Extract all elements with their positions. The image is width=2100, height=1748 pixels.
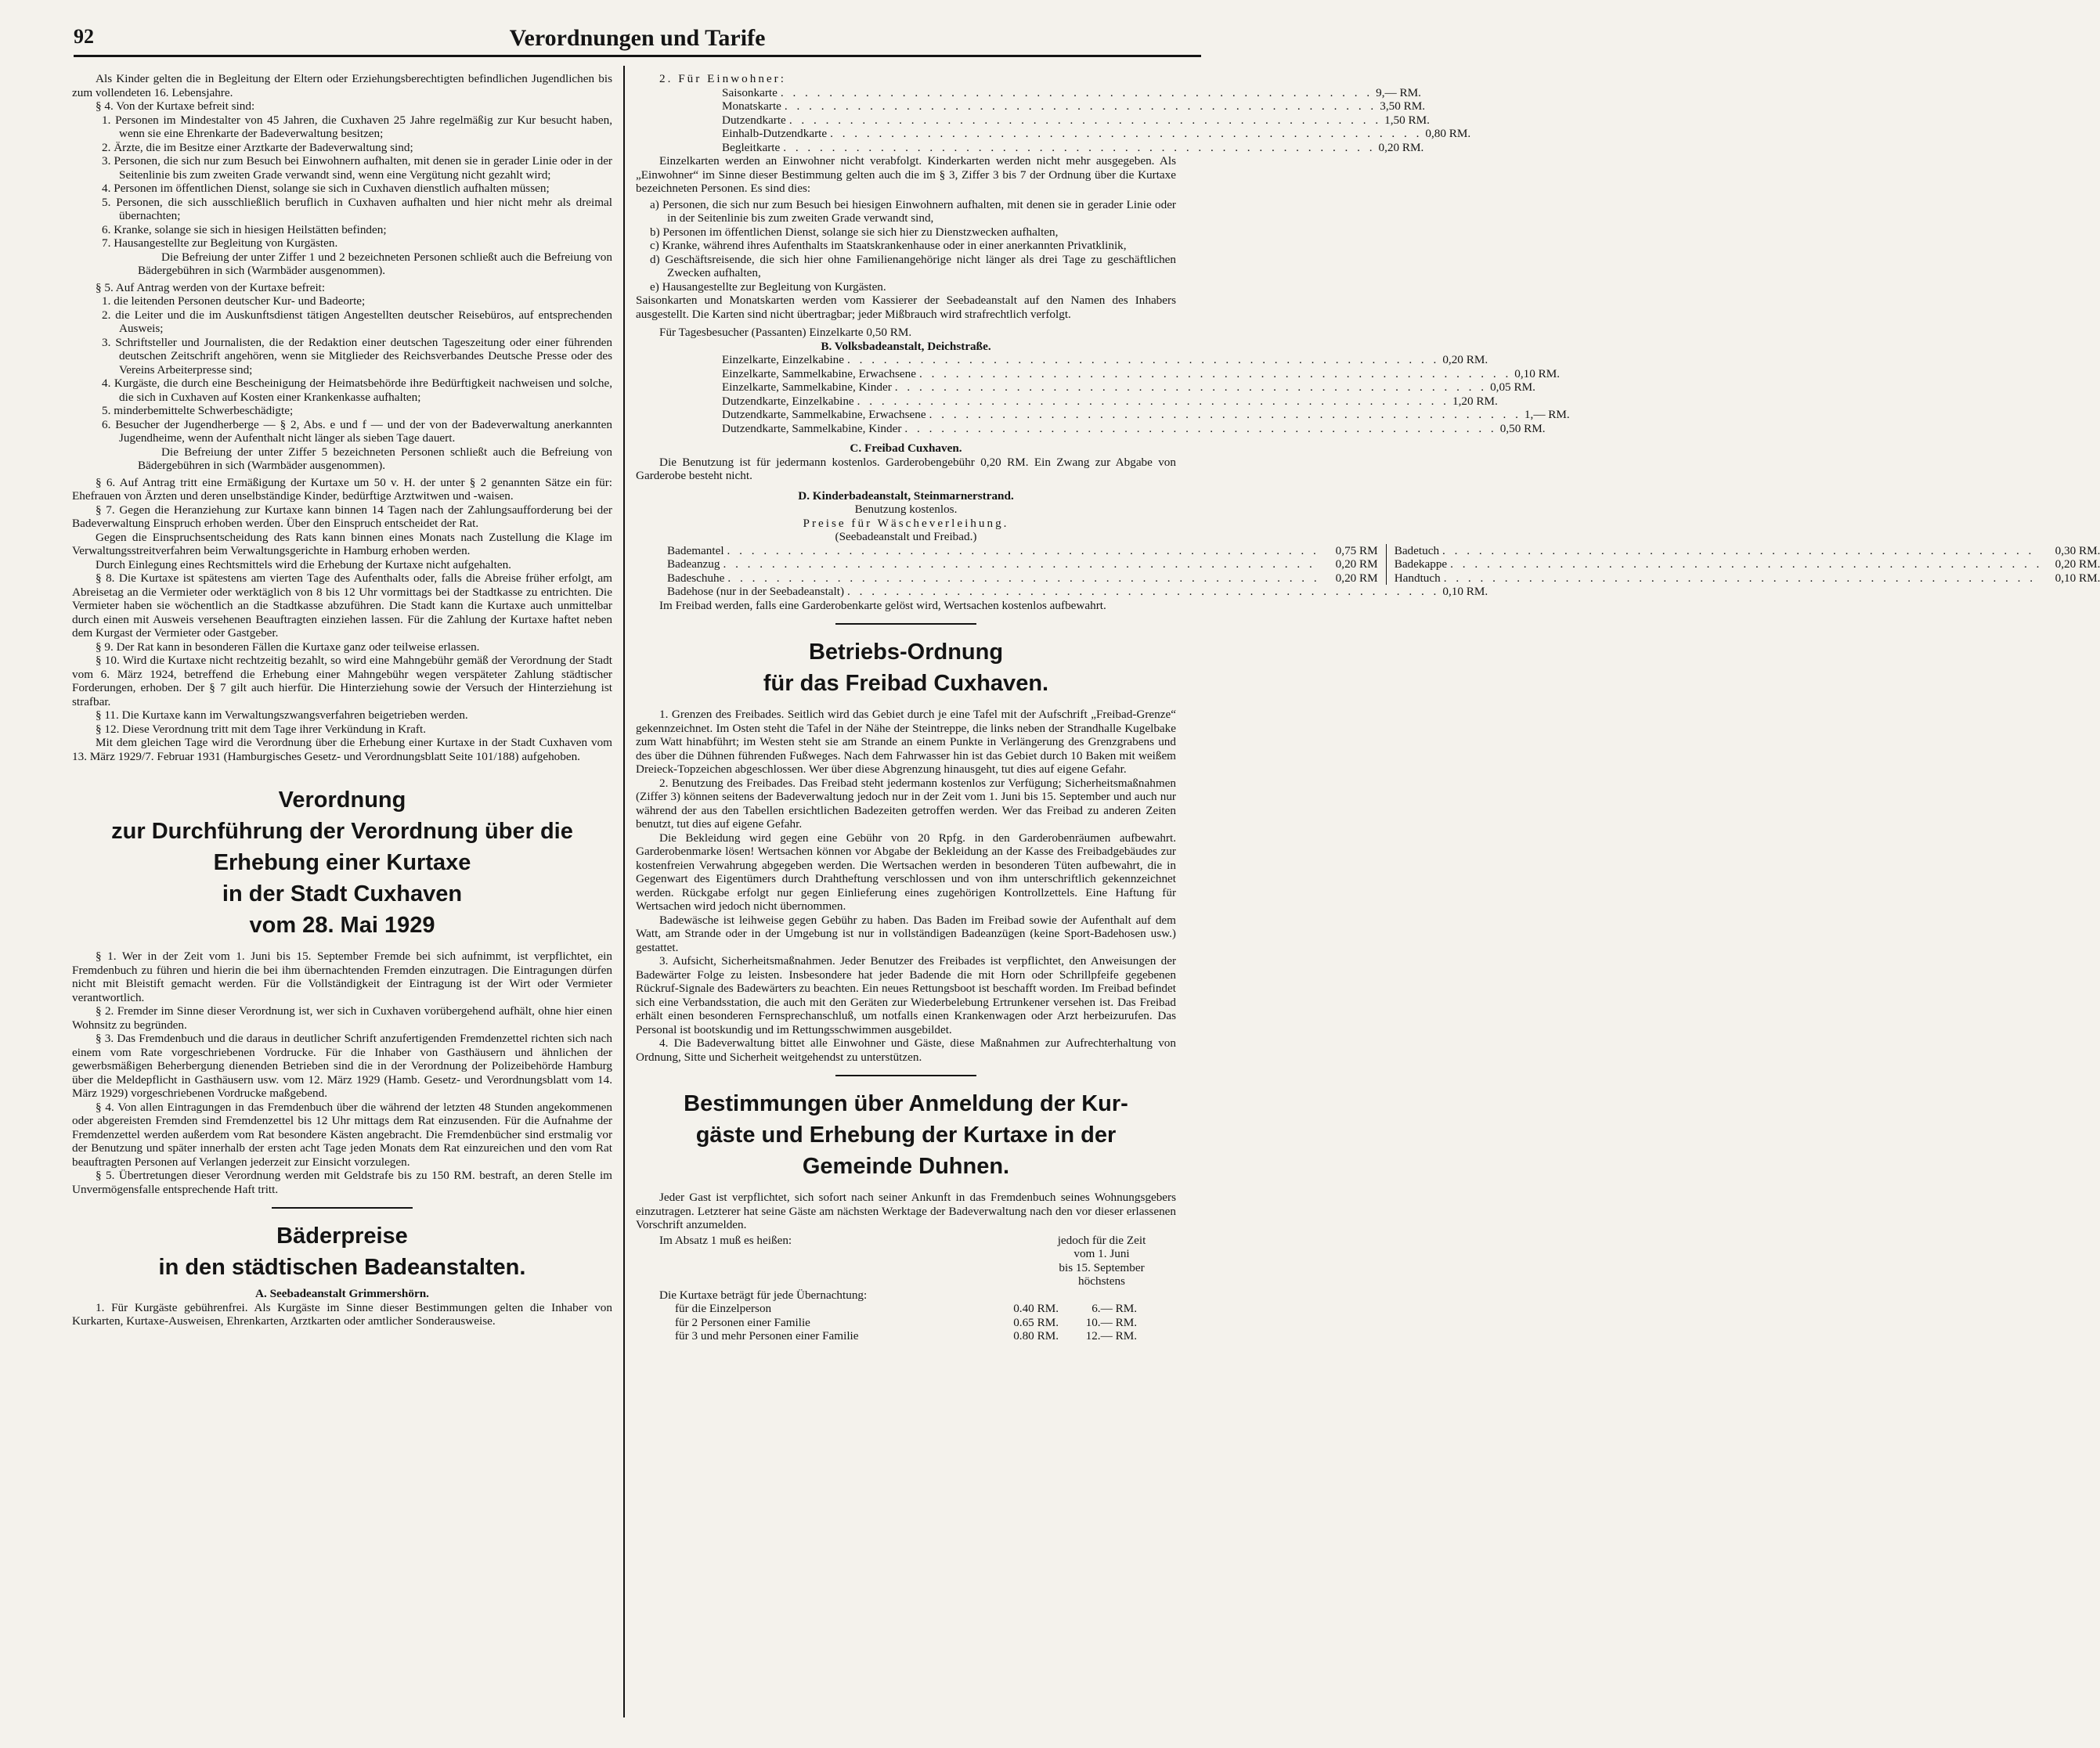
fee-season-max: 12.— RM.: [1085, 1329, 1137, 1343]
list-item: e) Hausangestellte zur Begleitung von Kurgästen.: [650, 279, 886, 294]
paragraph: § 7. Gegen die Heranziehung zur Kurtaxe kann binnen 14 Tagen nach der Zahlungsaufforderung bei der Badeverwaltung Einspruch erhoben werden. Über den Einspruch entscheidet der Rat.: [72, 503, 612, 530]
residents-price-list: [722, 85, 1471, 155]
list-item: 3. Schriftsteller und Journalisten, die der Redaktion einer deutschen Tageszeitung oder einer führenden deutschen Zeitschrift angehören, wenn sie Mitglieder des Reichsverbandes Deutsche Presse oder des Vereins Arbeiterpresse sind;: [102, 335, 612, 377]
price-label: Einzelkarte, Einzelkabine: [722, 353, 845, 366]
price-label: Badeanzug: [667, 557, 720, 571]
fee-row: [675, 1316, 1137, 1330]
paragraph: Durch Einlegung eines Rechtsmittels wird die Erhebung der Kurtaxe nicht aufgehalten.: [96, 557, 511, 571]
price-label: Dutzendkarte, Sammelkabine, Kinder: [722, 421, 902, 435]
price-row: [722, 113, 1430, 128]
paragraph: Badewäsche ist leihweise gegen Gebühr zu haben. Das Baden im Freibad sowie der Aufenthalt auf dem Watt, am Strande oder in der Umgebung ist nur in vollständigen Badeanzügen (keine Sport-Badehosen usw.) gestattet.: [636, 913, 1176, 954]
price-value: 0,20 RM: [1335, 557, 1378, 571]
fee-row: [675, 1329, 1137, 1343]
bath-section-a-heading: A. Seebadeanstalt Grimmershörn.: [255, 1287, 429, 1300]
page-header: [74, 23, 1201, 57]
fee-label: für die Einzelperson: [675, 1302, 772, 1315]
price-value: 1,— RM.: [1524, 408, 1570, 421]
section-4-note: Die Befreiung der unter Ziffer 1 und 2 bezeichneten Personen schließt auch die Befreiung von Bädergebühren in sich (Warmbäder ausgenommen).: [138, 250, 612, 277]
price-label: Dutzendkarte, Einzelkabine: [722, 394, 854, 408]
bath-section-d-heading: D. Kinderbadeanstalt, Steinmarnerstrand.: [798, 488, 1014, 503]
price-value: 3,50 RM.: [1380, 99, 1426, 113]
leader-dots: [1444, 571, 2043, 586]
leader-dots: [781, 86, 1373, 100]
fee-row: [675, 1302, 1137, 1316]
paragraph-one-note: Im Absatz 1 muß es heißen:: [659, 1233, 792, 1247]
fee-per-night: 0.65 RM.: [1013, 1315, 1059, 1329]
ordinance-paragraphs: [72, 476, 612, 764]
bath-section-d-sub2: Preise für Wäscheverleihung.: [803, 516, 1009, 530]
list-item: 2. Ärzte, die im Besitze einer Arztkarte der Badeverwaltung sind;: [102, 140, 413, 154]
leader-dots: [830, 127, 1422, 141]
price-row: [667, 557, 1378, 571]
list-item: 4. Personen im öffentlichen Dienst, solange sie sich in Cuxhaven dienstlich aufhalten müssen;: [102, 182, 550, 195]
fee-table-header: [636, 1234, 1176, 1288]
list-item: b) Personen im öffentlichen Dienst, solange sie sich hier zu Dienstzwecken aufhalten,: [650, 225, 1059, 239]
paragraph: 4. Die Badeverwaltung bittet alle Einwohner und Gäste, diese Maßnahmen zur Aufrechterhaltung von Ordnung, Sitte und Sicherheit weitgehendst zu unterstützen.: [636, 1036, 1176, 1064]
leader-dots: [919, 367, 1511, 381]
fee-label: für 2 Personen einer Familie: [675, 1315, 810, 1329]
paragraph: Die Bekleidung wird gegen eine Gebühr von 20 Rpfg. in den Garderobenräumen aufbewahrt. Garderobenmarke lösen! Wertsachen können vor Abgabe der Bekleidung an der Kasse des Freibadgebäudes zur kostenfreien Verwahrung abgegeben werden. Die Wertsachen werden in besonderen Tüten aufbewahrt, die in Gegenwart des Eigentümers durch Drahtheftung verschlossen und von ihm unterschriftlich gekennzeichnet werden. Rückgabe erfolgt nur gegen Einlieferung eines zugehörigen Kontrollzettels. Eine Haftung für Wertsachen wird jedoch nicht übernommen.: [636, 831, 1176, 913]
page-title: Verordnungen und Tarife: [509, 25, 766, 51]
residents-note: Saisonkarten und Monatskarten werden vom Kassierer der Seebadeanstalt auf den Namen des Inhabers ausgestellt. Die Karten sind nicht übertragbar; jeder Mißbrauch wird strafrechtlich verfolgt.: [636, 294, 1176, 321]
price-value: 0,10 RM.: [2055, 571, 2100, 585]
price-label: Einzelkarte, Sammelkabine, Erwachsene: [722, 366, 916, 380]
fee-season-max: 10.— RM.: [1085, 1315, 1137, 1329]
page-number: 92: [74, 25, 94, 48]
column-header-line: höchstens: [1078, 1274, 1125, 1288]
price-row: [722, 353, 1488, 367]
fee-table: [675, 1302, 1137, 1343]
list-item: 7. Hausangestellte zur Begleitung von Kurgästen.: [102, 236, 338, 250]
price-row: [667, 544, 1378, 558]
column-header-line: jedoch für die Zeit: [1057, 1233, 1146, 1247]
paragraph: Mit dem gleichen Tage wird die Verordnung über die Erhebung einer Kurtaxe in der Stadt Cuxhaven vom 13. März 1929/7. Februar 1931 (Hamburgisches Gesetz- und Verordnungsblatt Seite 101/188) aufgehoben.: [72, 736, 612, 763]
list-item: 3. Personen, die sich nur zum Besuch bei Einwohnern aufhalten, mit denen sie in gerader Linie oder in der Seitenlinie bis zum zweiten Grade verwandt sind, wenn eine Vergütung nicht gezahlt wird;: [102, 154, 612, 182]
paragraph: 1. Grenzen des Freibades. Seitlich wird das Gebiet durch je eine Tafel mit der Aufschrift „Freibad-Grenze“ gekennzeichnet. Im Osten steht die Tafel in der Nähe der Steintreppe, die links neben der Strandhalle Kugelbake zum Watt hinabführt; im Westen steht sie am Strande an einem Punkte in Verlängerung des Grenzgrabens und des über die Dühnen führenden Fußweges. Nach dem Fahrwasser hin ist das Gebiet durch 10 Baken mit weißem Dreieck-Topzeichen abgeschlossen. Wer über diese Abgrenzung hinausgeht, tut dies auf eigene Gefahr.: [636, 708, 1176, 776]
leader-dots: [904, 422, 1496, 436]
registration-rules-title: [636, 1089, 1176, 1181]
paragraph: § 4. Von allen Eintragungen in das Fremdenbuch über die während der letzten 48 Stunden angekommenen oder abgereisten Fremden sind Fremdenzettel bis 12 Uhr mittags dem Rat einzusenden. Für die Aufnahme der Fremdenzettel werden außerdem vom Rat besondere Kästen angebracht. Die Fremdenbücher sind erstmalig vor der Benutzung und später innerhalb der ersten acht Tage jeden Monats dem Rat einzureichen und den vom Rat beauftragten Personen auf Verlangen jederzeit zur Einsicht vorzulegen.: [72, 1100, 612, 1169]
price-value: 1,20 RM.: [1452, 394, 1498, 408]
list-item: 5. minderbemittelte Schwerbeschädigte;: [102, 404, 294, 417]
price-row: [722, 127, 1471, 141]
price-row: [722, 380, 1535, 395]
price-label: Badeschuhe: [667, 571, 725, 585]
column-header-line: bis 15. September: [1059, 1260, 1145, 1274]
leader-dots: [783, 141, 1375, 155]
price-value: 0,10 RM.: [1514, 366, 1561, 380]
leader-dots: [723, 557, 1319, 571]
price-value: 9,— RM.: [1376, 85, 1421, 99]
section-4-heading: § 4. Von der Kurtaxe befreit sind:: [96, 99, 255, 113]
price-row: [722, 421, 1546, 436]
price-row: [722, 85, 1421, 100]
heading-line: in der Stadt Cuxhaven: [222, 881, 463, 906]
residents-text: Einzelkarten werden an Einwohner nicht verabfolgt. Kinderkarten werden nicht mehr ausgegeben. Als „Einwohner“ im Sinne dieser Bestimmung gelten auch die im § 3, Ziffer 3 bis 7 der Ordnung über die Kurtaxe bezeichneten Personen. Es sind dies:: [636, 154, 1176, 195]
heading-line: Betriebs-Ordnung: [808, 640, 1004, 665]
heading-line: Gemeinde Duhnen.: [802, 1154, 1010, 1179]
fee-table-heading: Die Kurtaxe beträgt für jede Übernachtung:: [659, 1288, 868, 1302]
list-item: c) Kranke, während ihres Aufenthalts im Staatskrankenhause oder in einer anerkannten Privatklinik,: [650, 239, 1127, 252]
price-row: [1395, 571, 2100, 586]
fee-season-max: 6.— RM.: [1091, 1302, 1137, 1315]
paragraph: § 9. Der Rat kann in besonderen Fällen die Kurtaxe ganz oder teilweise erlassen.: [96, 640, 480, 654]
price-label: Dutzendkarte, Sammelkabine, Erwachsene: [722, 408, 926, 421]
price-value: 0,05 RM.: [1490, 380, 1535, 394]
section-4-list: [72, 114, 612, 250]
price-row: [667, 571, 1378, 586]
leader-dots: [789, 114, 1381, 128]
list-item: a) Personen, die sich nur zum Besuch bei hiesigen Einwohnern aufhalten, mit denen sie in gerader Linie oder in der Seitenlinie bis zum zweiten Grade verwandt sind,: [650, 197, 1176, 225]
left-column: [72, 72, 612, 1328]
bath-section-a-text: 1. Für Kurgäste gebührenfrei. Als Kurgäste im Sinne dieser Bestimmungen gelten die Inhaber von Kurkarten, Kurtaxe-Ausweisen, Ehrenkarten, Arztkarten oder amtlicher Sonderausweise.: [72, 1300, 612, 1328]
heading-line: zur Durchführung der Verordnung über die: [111, 819, 573, 844]
linen-prices-right: [1387, 544, 2100, 586]
leader-dots: [895, 380, 1487, 395]
section-divider: [835, 1075, 976, 1076]
price-value: 0,20 RM.: [1378, 140, 1424, 154]
section-divider: [835, 623, 976, 625]
paragraph: § 8. Die Kurtaxe ist spätestens am vierten Tage des Aufenthalts oder, falls die Abreise früher erfolgt, am Abreisetag an die Vermieter oder werktäglich von 8 bis 12 Uhr vormittags bei der Stadtkasse zu entrichten. Die Vermieter haben sie wöchentlich an die Stadtkasse abzuführen. Die Stadt kann die Kurtaxe auch unmittelbar durch einen mit Ausweis versehenen Beauftragten einziehen lassen. Für die Zahlung der Kurtaxe haftet neben dem Kurgast der Vermieter oder Gastgeber.: [72, 571, 612, 640]
section-divider: [272, 1207, 413, 1209]
list-item: 4. Kurgäste, die durch eine Bescheinigung der Heimatsbehörde ihre Bedürftigkeit nachweisen und solche, die sich in Cuxhaven auf Kosten einer Krankenkasse aufhalten;: [102, 377, 612, 404]
heading-line: in den städtischen Badeanstalten.: [158, 1255, 526, 1280]
price-label: Einzelkarte, Sammelkabine, Kinder: [722, 380, 892, 394]
price-value: 0,20 RM.: [2055, 557, 2100, 571]
heading-line: Bestimmungen über Anmeldung der Kur-: [684, 1091, 1128, 1116]
leader-dots: [727, 544, 1320, 558]
registration-text: Jeder Gast ist verpflichtet, sich sofort nach seiner Ankunft in das Fremdenbuch seines Wohnungsgebers einzutragen. Letzterer hat seine Gäste am nächsten Werktage der Badeverwaltung nach den vor dieser erlassenen Vorschrift anzumelden.: [636, 1191, 1176, 1231]
paragraph: § 11. Die Kurtaxe kann im Verwaltungszwangsverfahren beigetrieben werden.: [96, 708, 468, 722]
residents-list: [636, 198, 1176, 294]
paragraph: § 6. Auf Antrag tritt eine Ermäßigung der Kurtaxe um 50 v. H. der unter § 2 genannten Sätze ein für: Ehefrauen von Ärzten und deren unselbständige Kinder, bedürftige Arztwitwen und -waisen.: [72, 475, 612, 503]
price-label: Begleitkarte: [722, 140, 781, 154]
price-value: 0,75 RM: [1335, 543, 1378, 557]
heading-line: Erhebung einer Kurtaxe: [213, 850, 471, 875]
price-row: [722, 140, 1424, 155]
leader-dots: [1450, 557, 2042, 571]
bath-prices-title: [72, 1221, 612, 1282]
price-row: [722, 394, 1498, 409]
paragraph: § 5. Übertretungen dieser Verordnung werden mit Geldstrafe bis zu 150 RM. bestraft, an deren Stelle im Unvermögensfalle entsprechende Haft tritt.: [72, 1169, 612, 1196]
price-value: 0,80 RM.: [1425, 127, 1471, 140]
paragraph: § 12. Diese Verordnung tritt mit dem Tage ihrer Verkündung in Kraft.: [96, 722, 426, 736]
leader-dots: [857, 395, 1449, 409]
price-label: Badetuch: [1394, 543, 1440, 557]
right-column: [636, 72, 2100, 1343]
price-label: Dutzendkarte: [722, 113, 786, 127]
swim-trunks-price: Badehose (nur in der Seebadeanstalt) . . . 0,10 RM.: [667, 585, 1106, 599]
paragraph: § 10. Wird die Kurtaxe nicht rechtzeitig bezahlt, so wird eine Mahngebühr gemäß der Verordnung der Stadt vom 6. März 1924, betreffend die Erhebung einer Mahngebühr wegen verspäteter Zahlung städtischer Forderungen, erhoben. Der § 7 gilt auch hierfür. Die Hinterziehung sowie der Versuch der Hinterziehung ist strafbar.: [72, 654, 612, 708]
paragraph: § 3. Das Fremdenbuch und die daraus in deutlicher Schrift anzufertigenden Fremdenzettel richten sich nach einem vom Rate vorgeschriebenen Vordrucke. Für die Inhaber von Gasthäusern und ähnlichen der gewerbsmäßigen Beherbergung dienenden Betrieben sind die in der Verordnung der Polizeibehörde Hamburg über die Meldepflicht in Gasthäusern usw. vom 12. März 1929 (Hamb. Gesetz- und Verordnungsblatt vom 14. März 1929) vorgeschriebenen Vordrucke maßgebend.: [72, 1032, 612, 1100]
price-row: [722, 366, 1561, 381]
price-label: Handtuch: [1394, 571, 1441, 585]
price-label: Badekappe: [1394, 557, 1448, 571]
paragraph: 2. Benutzung des Freibades. Das Freibad steht jedermann kostenlos zur Verfügung; Sicherheitsmaßnahmen (Ziffer 3) können seitens der Badeverwaltung jedoch nur in der Zeit vom 1. Juni bis 15. September und auch nur während der aus den Tabellen ersichtlichen Badezeiten getroffen werden. Wer das Freibad zu anderen Zeiten benutzt, tut dies auf eigene Gefahr.: [636, 776, 1176, 831]
price-label: Saisonkarte: [722, 85, 778, 99]
leader-dots: [727, 571, 1319, 586]
price-row: [722, 99, 1426, 114]
leader-dots: [847, 353, 1439, 367]
price-value: 1,50 RM.: [1384, 113, 1430, 127]
operating-rules-title: [636, 637, 1176, 698]
leader-dots: [785, 99, 1377, 114]
price-value: 0,20 RM: [1335, 571, 1378, 585]
list-item: 5. Personen, die sich ausschließlich beruflich in Cuxhaven aufhalten und hier nicht mehr als dreimal übernachten;: [102, 195, 612, 222]
price-row: [722, 408, 1570, 422]
price-row: [1395, 544, 2100, 558]
paragraph: § 2. Fremder im Sinne dieser Verordnung ist, wer sich in Cuxhaven vorübergehend aufhält, ohne hier einen Wohnsitz zu begründen.: [72, 1004, 612, 1032]
linen-prices-left: [667, 544, 1387, 586]
paragraph: § 1. Wer in der Zeit vom 1. Juni bis 15. September Fremde bei sich aufnimmt, ist verpflichtet, ein Fremdenbuch zu führen und hierin die bei ihm übernachtenden Fremden einzutragen. Die Eintragungen dürfen nicht mit Bleistift gemacht werden. Für die Vollständigkeit der Eintragung ist der Wirt oder Vermieter verantwortlich.: [72, 950, 612, 1004]
list-item: 2. die Leiter und die im Auskunftsdienst tätigen Angestellten deutscher Reisebüros, auf entsprechenden Ausweis;: [102, 308, 612, 335]
heading-line: gäste und Erhebung der Kurtaxe in der: [695, 1123, 1117, 1148]
bath-section-c-heading: C. Freibad Cuxhaven.: [850, 442, 962, 455]
residents-heading: 2. Für Einwohner:: [659, 72, 786, 85]
bath-section-d-sub: Benutzung kostenlos.: [854, 503, 958, 516]
paragraph: Gegen die Einspruchsentscheidung des Rats kann binnen eines Monats nach Zustellung die Klage im Verwaltungsstreitverfahren beim Verwaltungsgerichte in Hamburg erhoben werden.: [72, 530, 612, 557]
heading-line: vom 28. Mai 1929: [249, 913, 435, 938]
column-divider: [623, 66, 625, 1717]
price-label: Monatskarte: [722, 99, 781, 113]
heading-line: Bäderpreise: [276, 1224, 408, 1249]
section-5-heading: § 5. Auf Antrag werden von der Kurtaxe befreit:: [96, 280, 326, 294]
linen-price-table: [667, 543, 2100, 586]
list-item: 6. Besucher der Jugendherberge — § 2, Abs. e und f — und der von der Badeverwaltung anerkannten Jugendheime, wenn der Aufenthalt nicht länger als sieben Tage dauert.: [102, 417, 612, 445]
fee-per-night: 0.80 RM.: [1013, 1329, 1059, 1343]
bath-section-c-text: Die Benutzung ist für jedermann kostenlos. Garderobengebühr 0,20 RM. Ein Zwang zur Abgabe von Garderobe besteht nicht.: [636, 455, 1176, 482]
column-header-line: vom 1. Juni: [1073, 1247, 1130, 1260]
price-value: 0,20 RM.: [1442, 353, 1488, 366]
price-value: 0,50 RM.: [1499, 421, 1546, 435]
day-visitors-price: Für Tagesbesucher (Passanten) Einzelkarte 0,50 RM.: [659, 326, 912, 339]
leader-dots: [1442, 544, 2042, 558]
price-value: 0,30 RM.: [2055, 543, 2100, 557]
section-5-list: [72, 294, 612, 445]
price-label: Einhalb-Dutzendkarte: [722, 127, 828, 140]
bath-section-d-note: Im Freibad werden, falls eine Garderobenkarte gelöst wird, Wertsachen kostenlos aufbewahrt.: [659, 598, 1106, 612]
operating-rules-paragraphs: [636, 708, 1176, 1064]
implementation-ordinance-title: [72, 785, 612, 940]
list-item: 6. Kranke, solange sie sich in hiesigen Heilstätten befinden;: [102, 222, 387, 236]
price-row: [1395, 557, 2100, 571]
bath-section-d-sub3: (Seebadeanstalt und Freibad.): [835, 530, 977, 543]
price-label: Bademantel: [667, 543, 724, 557]
paragraph: 3. Aufsicht, Sicherheitsmaßnahmen. Jeder Benutzer des Freibades ist verpflichtet, den Anweisungen der Badewärter Folge zu leisten. Insbesondere hat jeder Badende die mit Horn oder Schrillpfeife gegebenen Rückruf-Signale des Badewärters zu beachten. Ein neues Rettungsboot ist beschafft worden. Im Freibad befindet sich eine Verbandsstation, die auch mit den Geräten zur Wiederbelebung Ertrunkener versehen ist. Das Freibad erhält einen besonderen Fernsprechanschluß, um notfalls einen Krankenwagen oder Arzt herbeizurufen. Das Personal ist bootskundig und im Rettungsschwimmen ausgebildet.: [636, 954, 1176, 1036]
list-item: 1. Personen im Mindestalter von 45 Jahren, die Cuxhaven 25 Jahre regelmäßig zur Kur besucht haben, wenn sie eine Ehrenkarte der Badeverwaltung besitzen;: [102, 113, 612, 140]
intro-paragraph: Als Kinder gelten die in Begleitung der Eltern oder Erziehungsberechtigten befindlichen Jugendlichen bis zum vollendeten 16. Lebensjahre.: [72, 72, 612, 99]
leader-dots: [929, 408, 1521, 422]
section-5-note: Die Befreiung der unter Ziffer 5 bezeichneten Personen schließt auch die Befreiung von Bädergebühren in sich (Warmbäder ausgenommen).: [138, 445, 612, 472]
fee-per-night: 0.40 RM.: [1013, 1302, 1059, 1315]
bath-section-b-prices: [722, 353, 1570, 435]
heading-line: für das Freibad Cuxhaven.: [763, 671, 1049, 696]
list-item: 1. die leitenden Personen deutscher Kur- und Badeorte;: [102, 294, 366, 308]
list-item: d) Geschäftsreisende, die sich hier ohne Familienangehörige nicht länger als drei Tage zu geschäftlichen Zwecken aufhalten,: [650, 252, 1176, 279]
heading-line: Verordnung: [278, 788, 406, 813]
fee-label: für 3 und mehr Personen einer Familie: [675, 1329, 859, 1343]
season-column-header: [1027, 1234, 1176, 1288]
bath-section-b-heading: B. Volksbadeanstalt, Deichstraße.: [821, 339, 991, 353]
implementation-ordinance-paragraphs: [72, 950, 612, 1196]
